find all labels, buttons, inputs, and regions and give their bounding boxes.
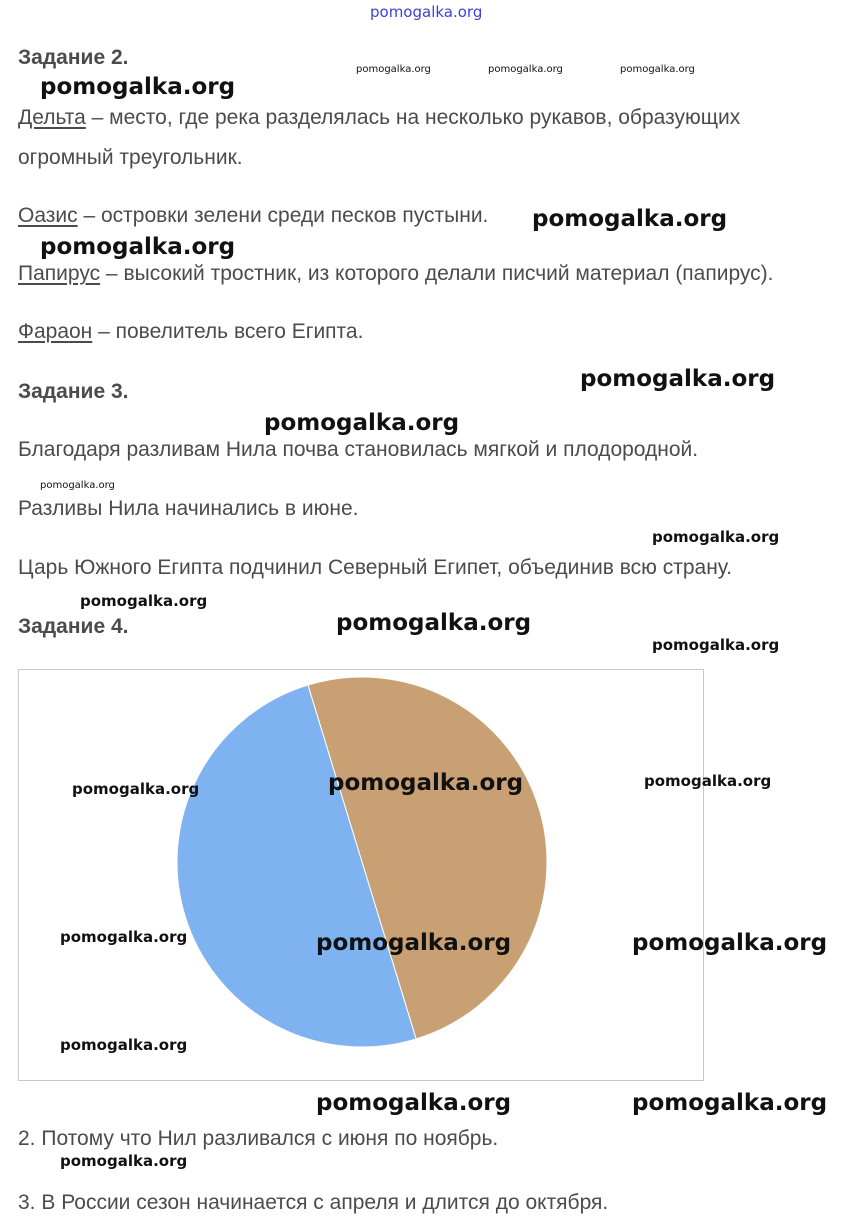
watermark: pomogalka.org <box>60 1036 188 1054</box>
definition-delta <box>18 106 740 130</box>
watermark: pomogalka.org <box>316 1090 512 1116</box>
watermark: pomogalka.org <box>40 74 236 100</box>
header-watermark[interactable]: pomogalka.org <box>370 3 483 21</box>
definition-delta-continued: огромный треугольник. <box>18 146 243 169</box>
watermark: pomogalka.org <box>264 410 460 436</box>
task4-answer-3: 3. В России сезон начинается с апреля и длится до октября. <box>18 1191 609 1214</box>
watermark: pomogalka.org <box>532 206 728 232</box>
pie-chart <box>19 670 705 1082</box>
watermark: pomogalka.org <box>40 234 236 260</box>
watermark: pomogalka.org <box>316 930 512 956</box>
term-delta: Дельта <box>18 106 86 129</box>
task4-answer-2: 2. Потому что Нил разливался с июня по ноябрь. <box>18 1127 499 1150</box>
task2-heading: Задание 2. <box>18 46 129 69</box>
watermark: pomogalka.org <box>40 480 115 491</box>
watermark: pomogalka.org <box>60 928 188 946</box>
watermark: pomogalka.org <box>72 780 200 798</box>
watermark: pomogalka.org <box>580 366 776 392</box>
watermark: pomogalka.org <box>328 770 524 796</box>
watermark: pomogalka.org <box>60 1152 188 1170</box>
task3-sentence-1: Благодаря разливам Нила почва становилась мягкой и плодородной. <box>18 438 699 461</box>
watermark: pomogalka.org <box>632 930 828 956</box>
watermark: pomogalka.org <box>632 1090 828 1116</box>
definition-pharaoh-text: – повелитель всего Египта. <box>92 320 364 343</box>
term-papyrus: Папирус <box>18 262 101 285</box>
watermark: pomogalka.org <box>652 528 780 546</box>
task3-heading: Задание 3. <box>18 380 129 403</box>
definition-pharaoh <box>18 320 363 344</box>
definition-oasis <box>18 204 488 228</box>
task3-sentence-3: Царь Южного Египта подчинил Северный Египет, объединив всю страну. <box>18 556 733 579</box>
definition-oasis-text: – островки зелени среди песков пустыни. <box>77 204 489 227</box>
task3-sentence-2: Разливы Нила начинались в июне. <box>18 497 359 520</box>
term-pharaoh: Фараон <box>18 320 93 343</box>
task4-heading: Задание 4. <box>18 615 129 638</box>
watermark: pomogalka.org <box>652 636 780 654</box>
watermark: pomogalka.org <box>80 592 208 610</box>
watermark: pomogalka.org <box>356 64 431 75</box>
definition-papyrus <box>18 262 774 286</box>
definition-papyrus-text: – высокий тростник, из которого делали писчий материал (папирус). <box>100 262 774 285</box>
watermark: pomogalka.org <box>336 610 532 636</box>
term-oasis: Оазис <box>18 204 78 227</box>
watermark: pomogalka.org <box>488 64 563 75</box>
watermark: pomogalka.org <box>620 64 695 75</box>
watermark: pomogalka.org <box>644 772 772 790</box>
definition-delta-text: – место, где река разделялась на несколько рукавов, образующих <box>85 106 741 129</box>
pie-chart-frame <box>18 669 704 1081</box>
